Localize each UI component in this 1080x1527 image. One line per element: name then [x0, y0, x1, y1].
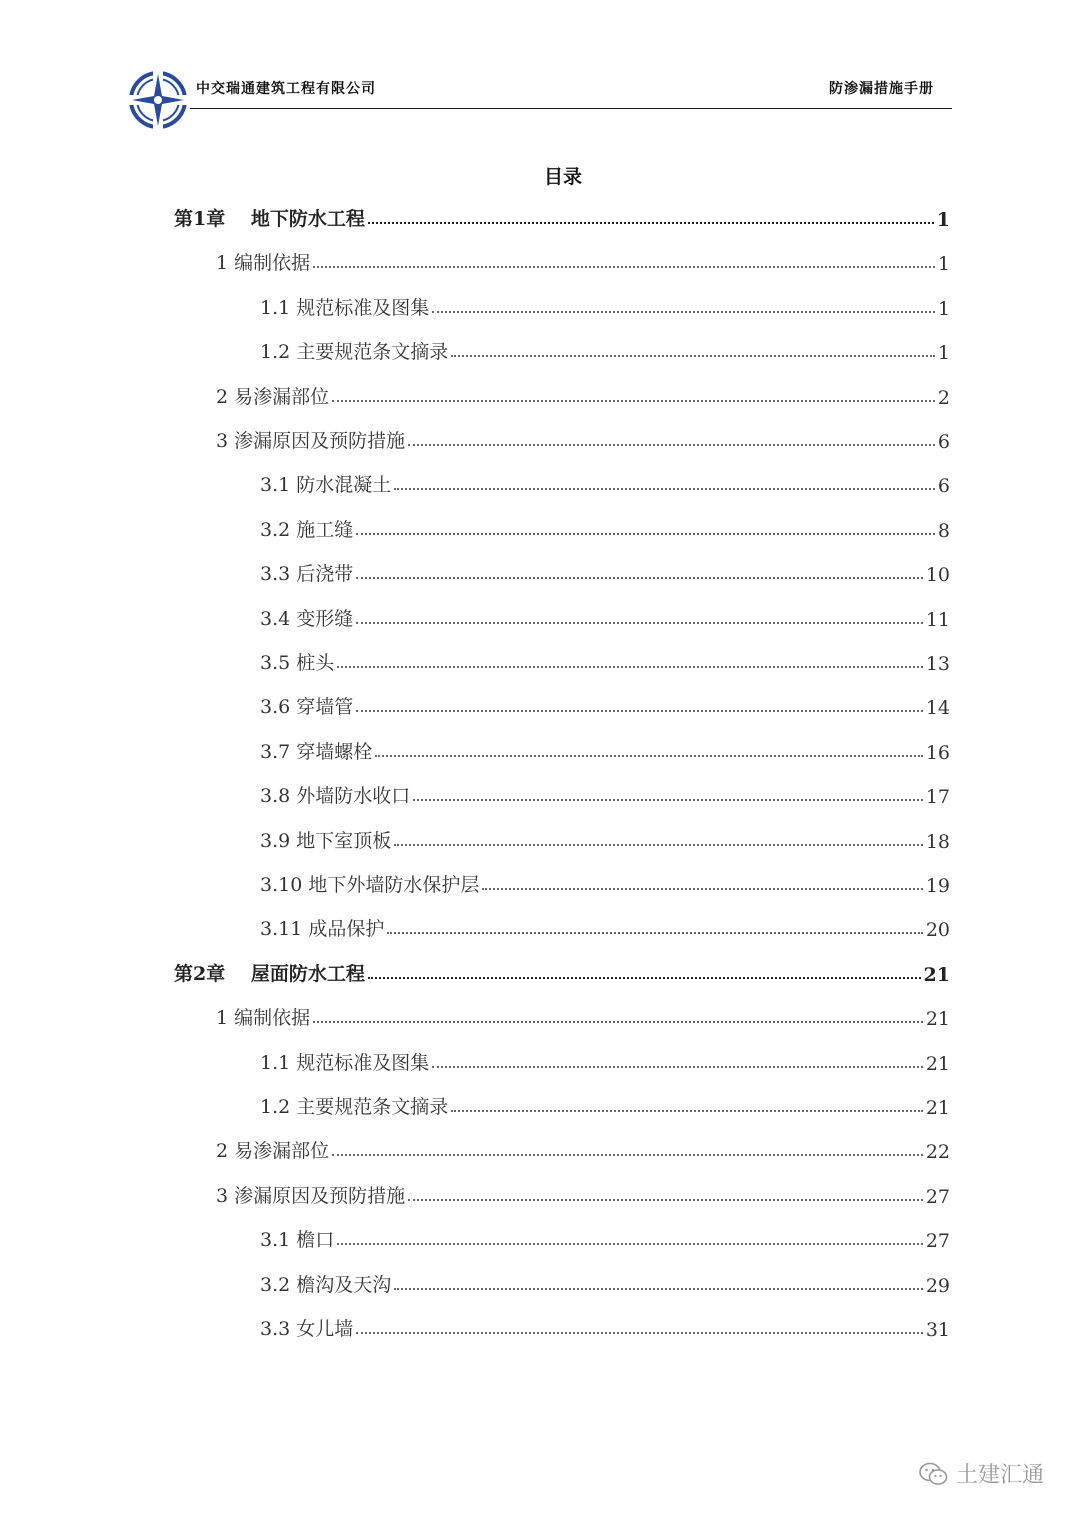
toc-subsection-entry[interactable]	[260, 1043, 950, 1075]
toc-subsection-entry[interactable]	[260, 332, 950, 364]
toc-entry-label: 第2章 屋面防水工程	[174, 962, 365, 985]
manual-title: 防渗漏措施手册	[829, 81, 934, 97]
toc-entry-label: 3.10 地下外墙防水保护层	[260, 874, 480, 896]
toc-subsection-entry[interactable]	[260, 687, 950, 719]
toc-chapter-entry[interactable]	[174, 199, 950, 231]
toc-entry-label: 1 编制依据	[216, 252, 311, 275]
toc-entry-label: 2 易渗漏部位	[216, 385, 330, 408]
toc-entry-label: 2 易渗漏部位	[216, 1140, 330, 1163]
toc-leader-dots	[356, 577, 923, 579]
toc-chapter-entry[interactable]	[174, 954, 950, 986]
toc-leader-dots	[394, 1288, 923, 1290]
toc-page-number: 22	[925, 1141, 950, 1164]
toc-entry-label: 1 编制依据	[216, 1007, 311, 1030]
toc-entry-label: 3 渗漏原因及预防措施	[216, 430, 406, 452]
toc-subsection-entry[interactable]	[260, 776, 950, 808]
toc-entry-label: 3.3 女儿墙	[260, 1318, 354, 1340]
toc-subsection-entry[interactable]	[260, 909, 950, 941]
toc-subsection-entry[interactable]	[260, 1220, 950, 1252]
toc-section-entry[interactable]	[216, 421, 950, 453]
toc-section-entry[interactable]	[216, 1176, 950, 1208]
toc-entry-label: 1.2 主要规范条文摘录	[260, 1096, 449, 1118]
toc-page-number: 6	[937, 475, 950, 498]
toc-leader-dots	[413, 799, 923, 801]
toc-page-number: 31	[925, 1319, 950, 1341]
toc-page-number: 18	[925, 830, 950, 853]
toc-page-number: 6	[937, 431, 950, 453]
toc-page-number: 11	[925, 608, 950, 631]
toc-page-number: 10	[925, 564, 950, 587]
toc-page-number: 21	[925, 1008, 950, 1031]
toc-title: 目录	[543, 166, 582, 188]
toc-section-entry[interactable]	[216, 1131, 950, 1163]
toc-subsection-entry[interactable]	[260, 1309, 950, 1341]
toc-leader-dots	[313, 1021, 923, 1023]
toc-subsection-entry[interactable]	[260, 1265, 950, 1297]
toc-subsection-entry[interactable]	[260, 465, 950, 497]
toc-page-number: 13	[925, 653, 950, 675]
toc-leader-dots	[368, 222, 934, 224]
toc-page-number: 21	[925, 1097, 950, 1119]
toc-leader-dots	[313, 266, 935, 268]
toc-leader-dots	[451, 1110, 923, 1112]
toc-leader-dots	[368, 977, 921, 979]
toc-entry-label: 3 渗漏原因及预防措施	[216, 1184, 406, 1207]
toc-page-number: 16	[925, 741, 950, 764]
company-logo-icon	[126, 68, 190, 132]
toc-leader-dots	[432, 1066, 923, 1068]
toc-leader-dots	[451, 355, 935, 357]
toc-leader-dots	[356, 710, 923, 712]
toc-entry-label: 1.2 主要规范条文摘录	[260, 341, 449, 364]
toc-section-entry[interactable]	[216, 998, 950, 1030]
toc-subsection-entry[interactable]	[260, 599, 950, 631]
toc-leader-dots	[356, 1332, 923, 1334]
toc-subsection-entry[interactable]	[260, 510, 950, 542]
toc-leader-dots	[408, 444, 935, 446]
toc-entry-label: 3.6 穿墙管	[260, 696, 354, 719]
toc-subsection-entry[interactable]	[260, 1087, 950, 1119]
toc-entry-label: 3.1 檐口	[260, 1229, 335, 1252]
toc-entry-label: 3.5 桩头	[260, 652, 335, 674]
watermark	[918, 1458, 1044, 1489]
toc-entry-label: 3.4 变形缝	[260, 607, 354, 630]
header-divider	[190, 108, 952, 109]
toc-entry-label: 3.9 地下室顶板	[260, 829, 392, 852]
toc-entry-label: 3.8 外墙防水收口	[260, 785, 411, 808]
toc-subsection-entry[interactable]	[260, 643, 950, 675]
toc-page-number: 19	[925, 875, 950, 897]
toc-leader-dots	[337, 666, 923, 668]
toc-subsection-entry[interactable]	[260, 732, 950, 764]
watermark-text: 土建汇通	[955, 1463, 1044, 1488]
toc-page-number: 2	[937, 386, 950, 409]
toc-leader-dots	[332, 400, 935, 402]
toc-entry-label: 3.2 施工缝	[260, 518, 354, 541]
toc-entry-label: 3.11 成品保护	[260, 918, 385, 941]
toc-entry-label: 3.3 后浇带	[260, 563, 354, 586]
company-name: 中交瑞通建筑工程有限公司	[196, 81, 376, 97]
toc-page-number: 27	[925, 1185, 950, 1208]
toc-leader-dots	[432, 311, 935, 313]
toc-leader-dots	[375, 755, 923, 757]
toc-leader-dots	[356, 533, 935, 535]
toc-subsection-entry[interactable]	[260, 821, 950, 853]
toc-entry-label: 1.1 规范标准及图集	[260, 1051, 430, 1074]
toc-page-number: 1	[937, 297, 950, 320]
toc-page-number: 14	[925, 697, 950, 720]
toc-page-number: 8	[937, 519, 950, 542]
toc-entry-label: 3.7 穿墙螺栓	[260, 740, 373, 763]
toc-entry-label: 3.1 防水混凝土	[260, 474, 392, 497]
toc-leader-dots	[482, 888, 922, 890]
toc-page-number: 21	[925, 1052, 950, 1075]
toc-page-number: 1	[936, 209, 950, 231]
toc-page-number: 27	[925, 1230, 950, 1253]
toc-leader-dots	[337, 1243, 923, 1245]
toc-leader-dots	[332, 1154, 923, 1156]
toc-entry-label: 第1章 地下防水工程	[174, 208, 365, 230]
toc-page-number: 29	[925, 1274, 950, 1297]
toc-page-number: 17	[925, 786, 950, 809]
toc-subsection-entry[interactable]	[260, 288, 950, 320]
toc-entry-label: 3.2 檐沟及天沟	[260, 1273, 392, 1296]
toc-leader-dots	[387, 932, 922, 934]
toc-page-number: 21	[923, 963, 950, 986]
toc-leader-dots	[408, 1199, 923, 1201]
toc-leader-dots	[394, 488, 935, 490]
toc-page-number: 20	[925, 919, 950, 942]
toc-page-number: 1	[937, 342, 950, 365]
toc-subsection-entry[interactable]	[260, 554, 950, 586]
toc-entry-label: 1.1 规范标准及图集	[260, 296, 430, 319]
toc-leader-dots	[356, 622, 923, 624]
toc-leader-dots	[394, 844, 923, 846]
toc-section-entry[interactable]	[216, 243, 950, 275]
toc-section-entry[interactable]	[216, 377, 950, 409]
page-header	[126, 68, 952, 138]
wechat-icon	[918, 1461, 948, 1487]
toc-page-number: 1	[937, 253, 950, 276]
toc-subsection-entry[interactable]	[260, 865, 950, 897]
